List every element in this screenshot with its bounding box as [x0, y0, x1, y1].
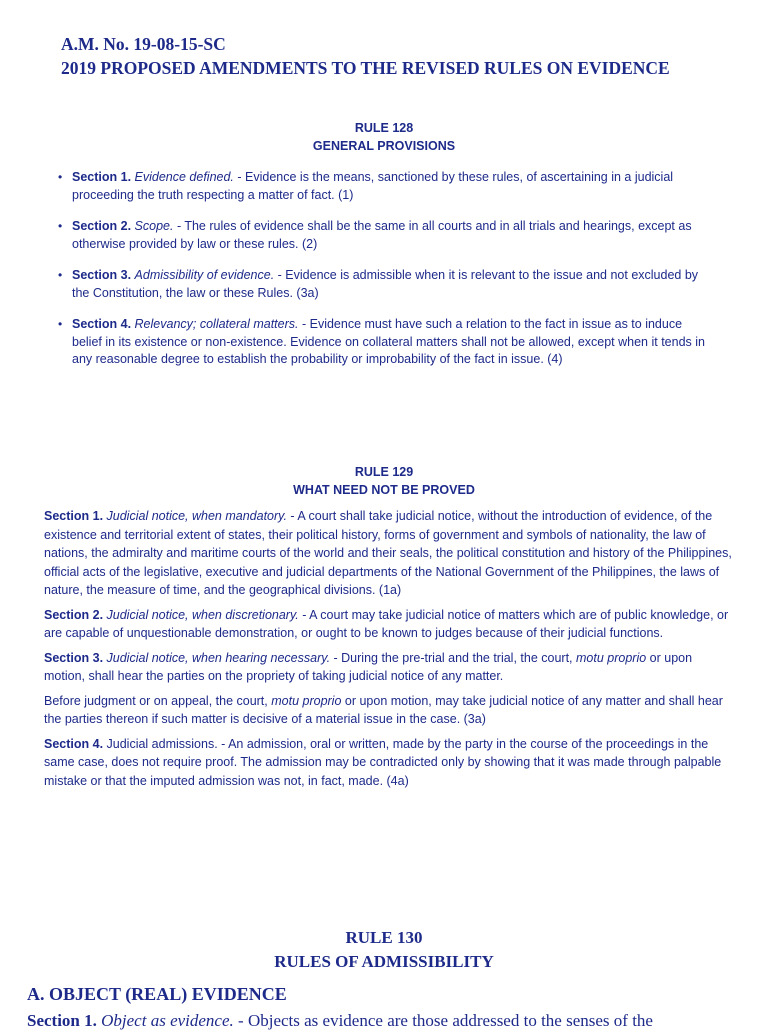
section-text: - Evidence is the means, sanctioned by these rules, of ascertaining in a judicial proceeding the truth respecting a matter of fact. (1)	[72, 170, 674, 202]
section-paragraph	[44, 649, 734, 686]
section-label: Section 2.	[44, 607, 104, 622]
section-text: or upon motion, shall hear the parties on the propriety of taking judicial notice of any matter.	[44, 650, 693, 683]
rule-title: WHAT NEED NOT BE PROVED	[293, 483, 475, 497]
section-text: - The rules of evidence shall be the same in all courts and in all trials and hearings, except as otherwise provided by law or these rules. (2)	[72, 219, 692, 251]
section-topic: Judicial notice, when hearing necessary.	[106, 650, 331, 665]
rule-129-heading	[0, 463, 768, 499]
paragraph-text: Before judgment or on appeal, the court,	[44, 693, 272, 708]
section-topic: Scope.	[134, 219, 174, 233]
latin-term: motu proprio	[271, 693, 342, 708]
am-number: A.M. No. 19-08-15-SC	[61, 34, 226, 54]
rule-129-body	[44, 507, 734, 796]
section-label: Section 1.	[44, 509, 104, 523]
section-paragraph	[44, 606, 734, 643]
latin-term: motu proprio	[576, 650, 647, 665]
section-label: Section 2.	[72, 219, 132, 233]
paragraph-text: or upon motion, may take judicial notice of any matter and shall hear the parties thereon if such matter is decisive of a material issue in the case. (3a)	[44, 693, 723, 726]
bullet: •	[58, 170, 63, 184]
section-topic: Object as evidence.	[101, 1011, 234, 1030]
document-title: 2019 PROPOSED AMENDMENTS TO THE REVISED RULES ON EVIDENCE	[61, 58, 670, 78]
section-topic: Admissibility of evidence.	[134, 268, 275, 282]
section-text: - Evidence is admissible when it is relevant to the issue and not excluded by the Constitution, the law or these Rules. (3a)	[72, 268, 699, 300]
section-item	[58, 169, 708, 204]
section-text: Judicial admissions. - An admission, oral or written, made by the party in the course of the proceedings in the same case, does not require proof. The admission may be contradicted only by showing that it was made through palpable mistake or that the imputed admission was not, in fact, made. (4a)	[44, 736, 722, 788]
section-item	[58, 316, 708, 369]
section-item	[58, 267, 708, 302]
section-paragraph	[44, 735, 734, 791]
section-text: - Evidence must have such a relation to the fact in issue as to induce belief in its existence or non-existence. Evidence on collateral matters shall not be allowed, except when it tends in any reasonable degree to establish the probability or improbability of the fact in issue. (4)	[72, 317, 705, 366]
section-label: Section 4.	[44, 736, 104, 751]
section-label: Section 1.	[27, 1011, 97, 1030]
bullet: •	[58, 219, 63, 233]
section-item	[58, 218, 708, 253]
section-text: - Objects as evidence are those addressed to the senses of the	[233, 1011, 653, 1030]
section-topic: Evidence defined.	[134, 170, 234, 184]
document-header	[61, 32, 670, 80]
section-label: Section 1.	[72, 170, 132, 184]
section-topic: Judicial notice, when discretionary.	[106, 607, 299, 622]
section-text: - During the pre-trial and the trial, the court,	[330, 650, 576, 665]
section-label: Section 4.	[72, 317, 132, 331]
rule-number: RULE 129	[354, 465, 414, 479]
rule-130-heading	[0, 926, 768, 974]
bullet: •	[58, 268, 63, 282]
section-topic: Relevancy; collateral matters.	[134, 317, 299, 331]
rule-128-heading	[0, 119, 768, 155]
rule-title: RULES OF ADMISSIBILITY	[274, 952, 494, 971]
section-label: Section 3.	[44, 650, 104, 665]
subsection-heading: A. OBJECT (REAL) EVIDENCE	[27, 984, 287, 1004]
rule-title: GENERAL PROVISIONS	[312, 139, 456, 153]
section-text: - A court shall take judicial notice, without the introduction of evidence, of the existence and territorial extent of states, their political history, forms of government and symbols of nationality, the law of nations, the admiralty and maritime courts of the world and their seals, the political constitution and history of the Philippines, official acts of the legislative, executive and judicial departments of the National Government of the Philippines, the laws of nature, the measure of time, and the geographical divisions. (1a)	[44, 509, 732, 597]
bullet: •	[58, 317, 63, 331]
rule-128-sections	[58, 169, 708, 383]
rule-number: RULE 130	[345, 928, 423, 947]
section-topic: Judicial notice, when mandatory.	[106, 509, 287, 523]
section-text: - A court may take judicial notice of matters which are of public knowledge, or are capable of unquestionable demonstration, or ought to be known to judges because of their judicial functions.	[44, 607, 729, 640]
rule-number: RULE 128	[354, 121, 414, 135]
section-label: Section 3.	[72, 268, 132, 282]
body-paragraph	[44, 692, 734, 729]
truncated-section	[27, 1010, 757, 1032]
section-paragraph	[44, 507, 734, 600]
